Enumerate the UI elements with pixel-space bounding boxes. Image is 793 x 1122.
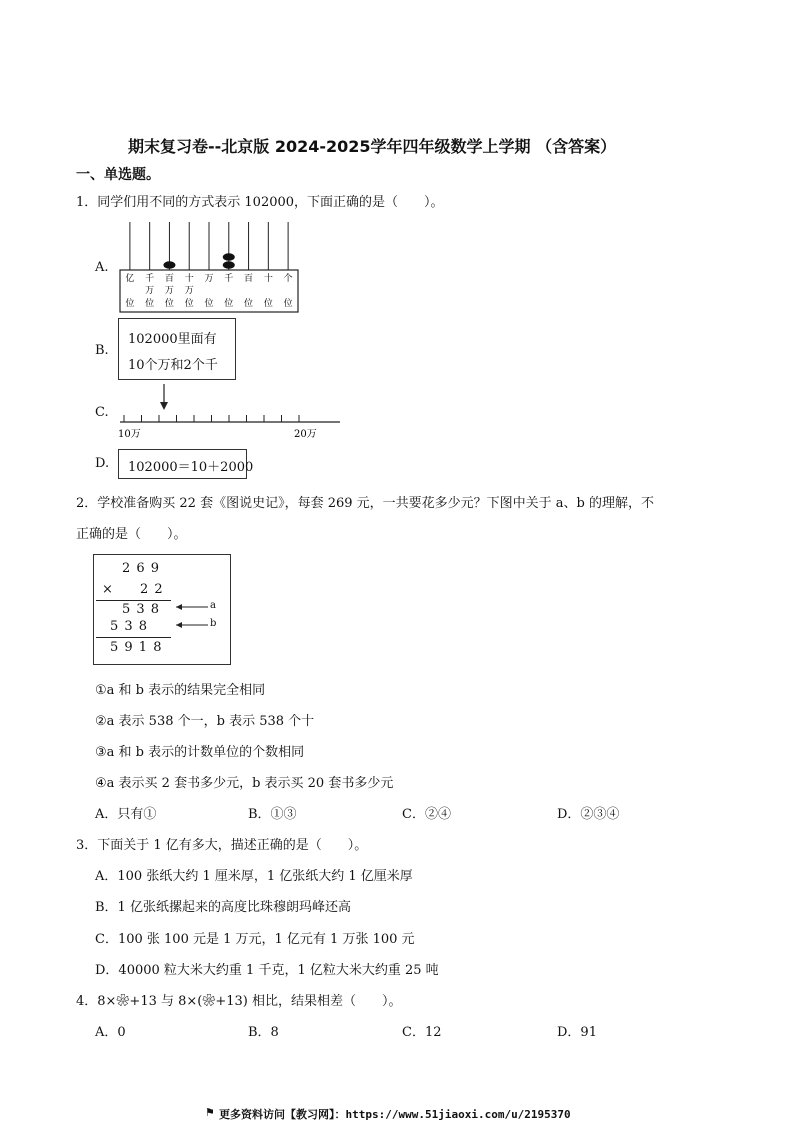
abacus-place-char: 位 [125, 299, 135, 309]
calc-row5: 5 9 1 8 [110, 640, 163, 655]
q1-abacus-figure [118, 220, 308, 320]
calc-label-a: a [210, 600, 217, 611]
flag-icon: ⚑ [205, 1106, 215, 1119]
abacus-place-char: 位 [244, 299, 254, 309]
arrowhead-icon [160, 402, 168, 410]
q3-option-b[interactable]: B．1 亿张纸摞起来的高度比珠穆朗玛峰还高 [95, 900, 351, 915]
q3-option-c[interactable]: C．100 张 100 元是 1 万元，1 亿元有 1 万张 100 元 [95, 932, 415, 947]
abacus-place-char: 位 [263, 299, 273, 309]
q2-stem-line2: 正确的是（ ）。 [76, 527, 187, 542]
q1-option-b-box [118, 318, 236, 380]
abacus-place-char: 万 [204, 274, 214, 284]
q4-stem: 4．8×❀+13 与 8×(❀+13) 相比，结果相差（ ）。 [76, 994, 402, 1009]
calc-rule1 [96, 600, 171, 601]
abacus-place-char: 位 [224, 299, 234, 309]
abacus-place-char: 亿 [125, 274, 135, 284]
abacus-place-char: 千 [145, 274, 155, 284]
q2-option-d[interactable]: D．②③④ [557, 807, 620, 822]
abacus-place-char: 十 [184, 274, 194, 284]
q2-stem-line1: 2．学校准备购买 22 套《图说史记》，每套 269 元，一共要花多少元？下图中关于 a、b 的理解，不 [76, 496, 654, 511]
calc-arrows [172, 599, 212, 639]
q1-stem: 1．同学们用不同的方式表示 102000，下面正确的是（ ）。 [76, 195, 444, 210]
abacus-bead [163, 261, 175, 269]
q1-number-line [116, 380, 346, 440]
q1-option-d-box [118, 449, 254, 479]
calc-row4: 5 3 8 [110, 619, 149, 634]
abacus-place-char: 十 [263, 274, 273, 284]
abacus-bead [223, 261, 235, 269]
abacus-place-char: 位 [184, 299, 194, 309]
calc-label-b: b [210, 618, 218, 629]
q2-statement-3: ③a 和 b 表示的计数单位的个数相同 [95, 745, 305, 760]
q2-option-b[interactable]: B．①③ [248, 807, 297, 822]
footer-link[interactable]: 更多资料访问【教习网】：https://www.51jiaoxi.com/u/2195370 [219, 1108, 571, 1121]
q3-option-a[interactable]: A．100 张纸大约 1 厘米厚，1 亿张纸大约 1 亿厘米厚 [95, 869, 413, 884]
q4-option-d[interactable]: D．91 [557, 1025, 597, 1040]
calc-row3: 5 3 8 [122, 602, 161, 617]
q1-number-line-left: 10万 [118, 429, 141, 440]
q2-statement-4: ④a 表示买 2 套书多少元，b 表示买 20 套书多少元 [95, 776, 394, 791]
abacus-place-char: 百 [244, 274, 254, 284]
q3-stem: 3．下面关于 1 亿有多大，描述正确的是（ ）。 [76, 838, 368, 853]
abacus-place-char: 万 [164, 286, 174, 296]
q2-option-c[interactable]: C．②④ [402, 807, 451, 822]
abacus-place-char: 位 [204, 299, 214, 309]
abacus-place-char: 位 [164, 299, 174, 309]
q4-option-a[interactable]: A．0 [95, 1025, 126, 1040]
calc-times-sign: × [102, 582, 114, 597]
q1-option-c-label[interactable]: C. [95, 405, 109, 420]
q2-statement-1: ①a 和 b 表示的结果完全相同 [95, 683, 266, 698]
q4-option-b[interactable]: B．8 [248, 1025, 279, 1040]
calc-row2: 2 2 [140, 582, 164, 597]
abacus-place-char: 千 [224, 274, 234, 284]
abacus-place-char: 位 [283, 299, 293, 309]
q2-option-a[interactable]: A．只有① [95, 807, 157, 822]
abacus-place-char: 位 [145, 299, 155, 309]
abacus-bead [223, 253, 235, 261]
abacus-place-char: 个 [283, 274, 293, 284]
q2-statement-2: ②a 表示 538 个一，b 表示 538 个十 [95, 714, 315, 729]
q4-option-c[interactable]: C．12 [402, 1025, 442, 1040]
calc-row1: 2 6 9 [122, 561, 161, 576]
q1-option-d-label[interactable]: D. [95, 456, 110, 471]
q2-vertical-multiplication [93, 554, 231, 665]
abacus-place-char: 万 [145, 286, 155, 296]
q3-option-d[interactable]: D．40000 粒大米大约重 1 千克，1 亿粒大米大约重 25 吨 [95, 963, 439, 978]
abacus-place-char: 万 [184, 286, 194, 296]
q1-b-line1: 102000里面有 [128, 332, 217, 347]
calc-rule2 [96, 637, 171, 638]
q1-b-line2: 10个万和2个千 [128, 358, 218, 373]
page-title: 期末复习卷--北京版 2024-2025学年四年级数学上学期 （含答案） [128, 137, 617, 156]
q1-option-a-label[interactable]: A. [95, 260, 109, 275]
section-heading-single-choice: 一、单选题。 [76, 167, 160, 183]
abacus-place-char: 百 [164, 274, 174, 284]
q1-option-b-label[interactable]: B. [95, 343, 109, 358]
q1-number-line-right: 20万 [294, 429, 317, 440]
q1-d-text: 102000＝10＋2000 [128, 460, 254, 475]
